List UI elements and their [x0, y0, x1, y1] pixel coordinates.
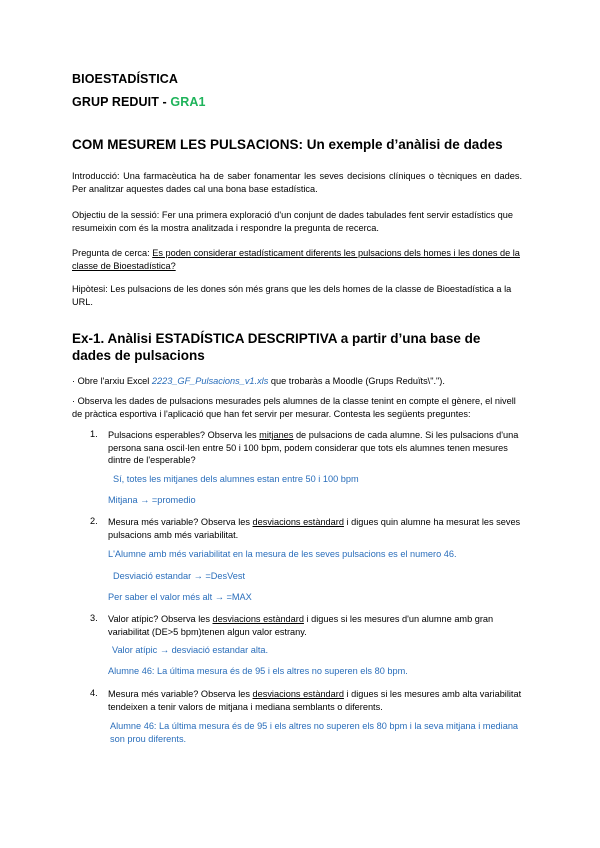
hypothesis-label: Hipòtesi:	[72, 284, 108, 294]
intro-label: Introducció:	[72, 171, 120, 181]
bullet-1-suffix: que trobaràs a Moodle (Grups Reduïts\".").	[268, 376, 445, 386]
item-text: Mesura més variable? Observa les	[108, 689, 253, 699]
excel-file-name: 2223_GF_Pulsacions_v1.xls	[151, 376, 269, 386]
item-keyword: desviacions estàndard	[252, 689, 344, 699]
objective-label: Objectiu de la sessió:	[72, 210, 160, 220]
page-title: COM MESUREM LES PULSACIONS: Un exemple d’anàlisi de dades	[72, 137, 503, 152]
item-text-rest: de pulsacions de cada alumne. Si les pulsacions d'una persona sana oscil·len entre 50 i 100 bpm, podem considerar que tots els alumnes tenen mesures dintre de l'esperable?	[108, 430, 519, 465]
item-text-rest: i digues si les mesures amb alta variabilitat tendeixen a tenir valors de mitjana i mediana semblants o diferents.	[108, 689, 522, 712]
group-heading	[72, 95, 206, 109]
answer-4-line-1: Alumne 46: La última mesura és de 95 i els altres no superen els 80 bpm i la seva mitjana i mediana son prou diferents.	[110, 721, 519, 744]
answer-2-line-1: L'Alumne amb més variabilitat en la mesura de les seves pulsacions es el numero 46.	[108, 549, 457, 559]
exercise-title: Ex-1. Anàlisi ESTADÍSTICA DESCRIPTIVA a partir d’una base de dades de pulsacions	[72, 331, 481, 363]
item-text-rest: i digues quin alumne ha mesurat les seves pulsacions amb més variabilitat.	[108, 517, 521, 540]
answer-2-line-2: Desviació estandar → =DesVest	[113, 571, 246, 581]
question-paragraph	[72, 247, 522, 272]
course-title: BIOESTADÍSTICA	[72, 72, 179, 86]
item-number: 3.	[90, 613, 98, 623]
answer-1-line-2: Mitjana → =promedio	[108, 495, 196, 505]
answer-2-line-3: Per saber el valor més alt → =MAX	[108, 592, 252, 602]
intro-paragraph	[72, 170, 522, 195]
objective-paragraph	[72, 209, 522, 234]
question-item-4	[108, 688, 524, 713]
item-text: Valor atípic? Observa les	[108, 614, 213, 624]
hypothesis-text: Les pulsacions de les dones són més grans que les dels homes de la classe de Bioestadística a la URL.	[72, 284, 512, 307]
question-item-2	[108, 516, 524, 541]
item-number: 2.	[90, 516, 98, 526]
item-number: 1.	[90, 429, 98, 439]
question-item-1	[108, 429, 524, 467]
exercise-bullet-1	[72, 375, 522, 388]
question-item-3	[108, 613, 524, 638]
group-code: GRA1	[170, 95, 206, 109]
item-number: 4.	[90, 688, 98, 698]
objective-text: Fer una primera exploració d'un conjunt de dades tabulades fent servir estadístics que resumeixin com és la mostra analitzada i respondre la pregunta de recerca.	[72, 210, 513, 233]
group-prefix: GRUP REDUIT -	[72, 95, 171, 109]
question-text: Es poden considerar estadísticament diferents les pulsacions dels homes i les dones de la classe de Bioestadística?	[72, 248, 520, 271]
intro-text: Una farmacèutica ha de saber fonamentar les seves decisions clíniques o tècniques en dades. Per analitzar aquestes dades cal una bona base estadística.	[72, 171, 522, 194]
answer-1-line-1: Sí, totes les mitjanes dels alumnes estan entre 50 i 100 bpm	[113, 474, 359, 484]
item-keyword: desviacions estàndard	[252, 517, 344, 527]
hypothesis-paragraph	[72, 283, 522, 308]
item-keyword: desviacions estàndard	[212, 614, 304, 624]
item-text-rest: i digues si les mesures d'un alumne amb gran variabilitat (DE>5 bpm)tenen algun valor estrany.	[108, 614, 494, 637]
answer-3-line-2: Alumne 46: La última mesura és de 95 i els altres no superen els 80 bpm.	[108, 666, 408, 676]
item-text: Mesura més variable? Observa les	[108, 517, 253, 527]
item-keyword: mitjanes	[259, 430, 294, 440]
item-text: Pulsacions esperables? Observa les	[108, 430, 260, 440]
bullet-1-text: · Obre l'arxiu Excel	[72, 376, 152, 386]
answer-3-line-1: Valor atípic → desviació estandar alta.	[112, 645, 269, 655]
question-label: Pregunta de cerca:	[72, 248, 150, 258]
exercise-bullet-2: · Observa les dades de pulsacions mesurades pels alumnes de la classe tenint en compte el gènere, el nivell de pràctica esportiva i l'aplicació que han fet servir per mesurar. Contesta les següents preguntes:	[72, 396, 516, 419]
